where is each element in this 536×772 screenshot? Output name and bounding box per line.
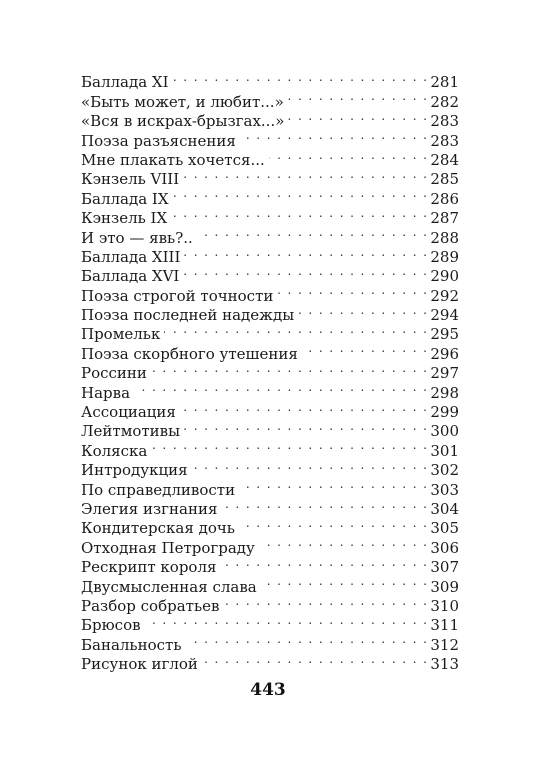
toc-entry-title: Разбор собратьев bbox=[81, 596, 220, 615]
toc-entry-title: Нарва bbox=[81, 383, 131, 402]
toc-entry bbox=[81, 398, 459, 422]
toc-entry-title: Поэза строгой точности bbox=[81, 286, 274, 305]
toc-entry-title: Ассоциация bbox=[81, 403, 176, 422]
dot-leader bbox=[173, 184, 429, 203]
dot-leader bbox=[298, 301, 428, 320]
toc-entry-page: 282 bbox=[430, 92, 459, 111]
dot-leader bbox=[221, 495, 428, 514]
toc-entry-title: Кэнзель IX bbox=[81, 209, 168, 228]
toc-entry-title: Рескрипт короля bbox=[81, 558, 217, 577]
dot-leader bbox=[180, 398, 428, 417]
dot-leader bbox=[173, 68, 429, 87]
toc-entry-title: Кэнзель VIII bbox=[81, 170, 180, 189]
table-of-contents bbox=[81, 68, 459, 674]
toc-entry-page: 283 bbox=[430, 112, 459, 131]
toc-entry-title: Отходная Петрограду bbox=[81, 538, 255, 557]
dot-leader bbox=[145, 611, 429, 630]
toc-entry-title: «Вся в искрах-брызгах...» bbox=[81, 112, 285, 131]
dot-leader bbox=[183, 165, 428, 184]
dot-leader bbox=[240, 126, 428, 145]
dot-leader bbox=[164, 320, 428, 339]
toc-entry-title: Поэза скорбного утешения bbox=[81, 344, 298, 363]
toc-entry-page: 288 bbox=[430, 228, 459, 247]
dot-leader bbox=[202, 650, 428, 669]
toc-entry-page: 300 bbox=[430, 422, 459, 441]
dot-leader bbox=[197, 223, 429, 242]
toc-entry-title: Баллада XI bbox=[81, 73, 169, 92]
toc-entry-title: Элегия изгнания bbox=[81, 499, 218, 518]
dot-leader bbox=[239, 475, 428, 494]
toc-entry-title: «Быть может, и любит...» bbox=[81, 92, 284, 111]
toc-entry-title: И это — явь?.. bbox=[81, 228, 193, 247]
dot-leader bbox=[184, 417, 428, 436]
toc-entry-title: Баллада XIII bbox=[81, 247, 181, 266]
dot-leader bbox=[259, 533, 429, 552]
dot-leader bbox=[151, 359, 428, 378]
toc-entry-title: Кондитерская дочь bbox=[81, 519, 235, 538]
toc-entry-page: 310 bbox=[430, 596, 459, 615]
page-number: 443 bbox=[250, 680, 286, 700]
toc-entry-page: 284 bbox=[430, 150, 459, 169]
toc-entry-title: Коляска bbox=[81, 441, 148, 460]
toc-entry-title: Поэза разъяснения bbox=[81, 131, 236, 150]
toc-entry-title: Баллада IX bbox=[81, 189, 169, 208]
toc-entry-page: 281 bbox=[430, 73, 459, 92]
dot-leader bbox=[192, 456, 429, 475]
toc-entry-page: 295 bbox=[430, 325, 459, 344]
dot-leader bbox=[261, 572, 429, 591]
toc-entry-page: 301 bbox=[430, 441, 459, 460]
toc-entry-page: 296 bbox=[430, 344, 459, 363]
toc-entry-title: Россини bbox=[81, 364, 147, 383]
dot-leader bbox=[134, 378, 428, 397]
toc-entry-page: 299 bbox=[430, 403, 459, 422]
dot-leader bbox=[239, 514, 428, 533]
toc-entry-page: 298 bbox=[430, 383, 459, 402]
dot-leader bbox=[277, 281, 428, 300]
toc-entry-page: 311 bbox=[430, 616, 459, 635]
toc-entry bbox=[81, 378, 459, 402]
toc-entry bbox=[81, 68, 459, 92]
toc-entry-page: 312 bbox=[430, 635, 459, 654]
dot-leader bbox=[269, 146, 429, 165]
toc-entry-page: 302 bbox=[430, 461, 459, 480]
toc-entry-page: 307 bbox=[430, 558, 459, 577]
toc-entry-page: 313 bbox=[430, 655, 459, 674]
toc-entry-title: Лейтмотивы bbox=[81, 422, 181, 441]
toc-entry-title: Банальность bbox=[81, 635, 182, 654]
toc-entry-title: Промельк bbox=[81, 325, 161, 344]
dot-leader bbox=[302, 339, 429, 358]
toc-entry-title: Брюсов bbox=[81, 616, 141, 635]
toc-entry-page: 294 bbox=[430, 306, 459, 325]
dot-leader bbox=[186, 630, 429, 649]
toc-entry-page: 305 bbox=[430, 519, 459, 538]
dot-leader bbox=[223, 592, 428, 611]
toc-entry-page: 292 bbox=[430, 286, 459, 305]
dot-leader bbox=[220, 553, 428, 572]
toc-entry-title: Баллада XVI bbox=[81, 267, 180, 286]
toc-entry-page: 309 bbox=[430, 577, 459, 596]
toc-entry-page: 286 bbox=[430, 189, 459, 208]
dot-leader bbox=[151, 436, 428, 455]
dot-leader bbox=[184, 243, 428, 262]
toc-entry-page: 289 bbox=[430, 247, 459, 266]
toc-entry-title: Двусмысленная слава bbox=[81, 577, 257, 596]
dot-leader bbox=[183, 262, 428, 281]
toc-entry-page: 285 bbox=[430, 170, 459, 189]
dot-leader bbox=[171, 204, 428, 223]
dot-leader bbox=[288, 107, 428, 126]
toc-entry-title: Мне плакать хочется... bbox=[81, 150, 265, 169]
toc-entry-title: Интродукция bbox=[81, 461, 188, 480]
toc-entry-page: 297 bbox=[430, 364, 459, 383]
dot-leader bbox=[288, 87, 429, 106]
toc-entry-page: 304 bbox=[430, 499, 459, 518]
toc-entry-page: 283 bbox=[430, 131, 459, 150]
toc-entry-title: Поэза последней надежды bbox=[81, 306, 295, 325]
toc-entry-page: 303 bbox=[430, 480, 459, 499]
toc-entry-title: Рисунок иглой bbox=[81, 655, 198, 674]
toc-entry-title: По справедливости bbox=[81, 480, 236, 499]
toc-entry-page: 306 bbox=[430, 538, 459, 557]
toc-entry-page: 287 bbox=[430, 209, 459, 228]
toc-entry-page: 290 bbox=[430, 267, 459, 286]
